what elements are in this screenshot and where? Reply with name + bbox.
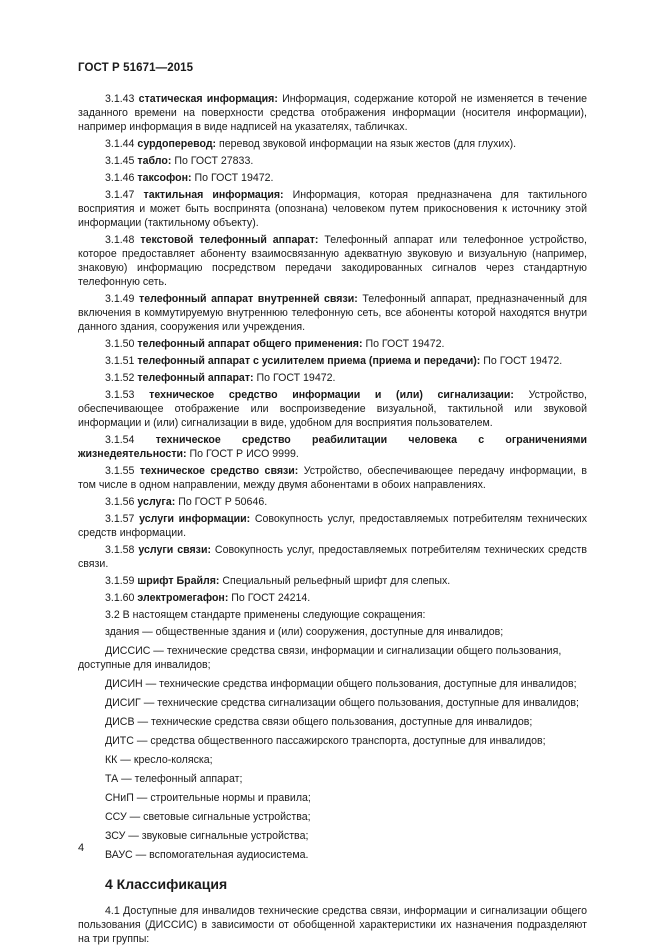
term-number: 3.1.53 bbox=[105, 389, 135, 401]
term-text: Устройство, обеспечивающее передачу информации, в том числе в одном направлении, между двумя абонентами в обоих направлениях. bbox=[78, 465, 587, 491]
term-number: 3.1.43 bbox=[105, 93, 135, 105]
term-text: По ГОСТ Р ИСО 9999. bbox=[189, 448, 299, 460]
term-definition bbox=[78, 495, 587, 509]
term-number: 3.1.48 bbox=[105, 234, 135, 246]
term-name: текстовой телефонный аппарат: bbox=[140, 234, 319, 246]
term-text: Специальный рельефный шрифт для слепых. bbox=[222, 575, 451, 587]
term-name: техническое средство информации и (или) сигнализации: bbox=[149, 389, 514, 401]
term-text: По ГОСТ 19472. bbox=[194, 172, 274, 184]
term-number: 3.1.54 bbox=[105, 434, 135, 446]
term-number: 3.1.56 bbox=[105, 496, 135, 508]
term-definition bbox=[78, 433, 587, 461]
abbreviation-item: ССУ — световые сигнальные устройства; bbox=[105, 811, 311, 823]
section-paragraph: 4.1 Доступные для инвалидов технические средства связи, информации и сигнализации общего пользования (ДИССИС) в зависимости от обобщенной характеристики их назначения подразделяют на три группы: bbox=[78, 905, 587, 945]
term-definition bbox=[78, 233, 587, 289]
term-number: 3.1.45 bbox=[105, 155, 135, 167]
abbreviation-item: здания — общественные здания и (или) сооружения, доступные для инвалидов; bbox=[105, 626, 504, 638]
term-text: перевод звуковой информации на язык жестов (для глухих). bbox=[219, 138, 517, 150]
term-definition bbox=[78, 171, 587, 185]
term-name: телефонный аппарат внутренней связи: bbox=[139, 293, 358, 305]
abbreviation-item: ТА — телефонный аппарат; bbox=[105, 773, 243, 785]
term-name: таксофон: bbox=[137, 172, 192, 184]
term-name: телефонный аппарат общего применения: bbox=[137, 338, 363, 350]
term-definition bbox=[78, 154, 587, 168]
term-text: По ГОСТ 19472. bbox=[256, 372, 336, 384]
term-text: Устройство, обеспечивающее отображение или воспроизведение визуальной, тактильной или звуковой информации и (или) сигнализации в виде, удобном для восприятия пользователем. bbox=[78, 389, 587, 429]
document-code-header: ГОСТ Р 51671—2015 bbox=[78, 62, 194, 74]
term-definition bbox=[78, 543, 587, 571]
term-text: По ГОСТ 24214. bbox=[231, 592, 311, 604]
term-name: техническое средство реабилитации человека с ограничениями жизнедеятельности: bbox=[78, 434, 587, 460]
abbreviation-item: СНиП — строительные нормы и правила; bbox=[105, 792, 311, 804]
term-name: техническое средство связи: bbox=[139, 465, 299, 477]
term-definition bbox=[78, 388, 587, 430]
term-name: услуги информации: bbox=[139, 513, 251, 525]
term-text: Телефонный аппарат или телефонное устройство, которое предоставляет абоненту взаимосвязанную адекватную звуковую и визуальную (например, знаковую) информацию посредством передачи закодированных сигналов через стандартную телефонную сеть. bbox=[78, 234, 587, 288]
term-number: 3.1.47 bbox=[105, 189, 135, 201]
term-definition bbox=[78, 512, 587, 540]
term-number: 3.1.58 bbox=[105, 544, 135, 556]
term-name: сурдоперевод: bbox=[137, 138, 217, 150]
term-number: 3.1.50 bbox=[105, 338, 135, 350]
term-number: 3.1.59 bbox=[105, 575, 135, 587]
term-number: 3.1.44 bbox=[105, 138, 135, 150]
abbreviation-item: ДИСВ — технические средства связи общего пользования, доступные для инвалидов; bbox=[105, 716, 533, 728]
section-heading: 4 Классификация bbox=[105, 876, 228, 892]
term-definition bbox=[78, 354, 587, 368]
term-name: шрифт Брайля: bbox=[137, 575, 220, 587]
term-name: тактильная информация: bbox=[143, 189, 284, 201]
term-number: 3.1.60 bbox=[105, 592, 135, 604]
term-definition bbox=[78, 137, 587, 151]
document-body bbox=[78, 92, 587, 946]
abbreviations-list bbox=[78, 625, 587, 862]
abbreviation-item: ДИСИГ — технические средства сигнализации общего пользования, доступные для инвалидов; bbox=[105, 697, 579, 709]
term-name: телефонный аппарат: bbox=[137, 372, 254, 384]
terms-list bbox=[78, 92, 587, 605]
term-text: По ГОСТ 19472. bbox=[365, 338, 445, 350]
term-text: Совокупность услуг, предоставляемых потребителям технических средств информации. bbox=[78, 513, 587, 539]
term-definition bbox=[78, 292, 587, 334]
term-definition bbox=[78, 188, 587, 230]
term-text: По ГОСТ 27833. bbox=[174, 155, 254, 167]
term-number: 3.1.55 bbox=[105, 465, 135, 477]
term-name: услуга: bbox=[137, 496, 176, 508]
term-name: электромегафон: bbox=[137, 592, 229, 604]
term-definition bbox=[78, 464, 587, 492]
term-name: табло: bbox=[137, 155, 172, 167]
term-text: По ГОСТ Р 50646. bbox=[178, 496, 268, 508]
term-number: 3.1.49 bbox=[105, 293, 135, 305]
term-text: Совокупность услуг, предоставляемых потребителям технических средств связи. bbox=[78, 544, 587, 570]
abbreviation-item: ВАУС — вспомогательная аудиосистема. bbox=[105, 849, 309, 861]
term-text: Телефонный аппарат, предназначенный для включения в коммутируемую внутреннюю телефонную сеть, все абоненты которой находятся внутри данного здания, сооружения или учреждения. bbox=[78, 293, 587, 333]
term-definition bbox=[78, 574, 587, 588]
term-text: Информация, содержание которой не изменяется в течение заданного времени на поверхности средства отображения информации (носителя информации), например информация в виде надписей на указателях, табличках. bbox=[78, 93, 588, 133]
term-definition bbox=[78, 371, 587, 385]
abbreviation-item: ЗСУ — звуковые сигнальные устройства; bbox=[105, 830, 309, 842]
term-definition bbox=[78, 92, 587, 134]
term-number: 3.1.52 bbox=[105, 372, 135, 384]
term-text: Информация, которая предназначена для тактильного восприятия и может быть воспринята (опознана) человеком путем прикосновения к источнику этой информации (тактильному объекту). bbox=[78, 189, 587, 229]
term-number: 3.1.46 bbox=[105, 172, 135, 184]
abbreviation-item: КК — кресло-коляска; bbox=[105, 754, 213, 766]
term-text: По ГОСТ 19472. bbox=[483, 355, 563, 367]
page-number: 4 bbox=[78, 842, 85, 854]
term-number: 3.1.51 bbox=[105, 355, 135, 367]
abbreviations-intro: 3.2 В настоящем стандарте применены следующие сокращения: bbox=[105, 609, 426, 621]
term-number: 3.1.57 bbox=[105, 513, 135, 525]
abbreviation-item: ДИССИС — технические средства связи, информации и сигнализации общего пользования, доступные для инвалидов; bbox=[78, 645, 562, 671]
term-definition bbox=[78, 591, 587, 605]
abbreviation-item: ДИТС — средства общественного пассажирского транспорта, доступные для инвалидов; bbox=[105, 735, 546, 747]
term-name: услуги связи: bbox=[138, 544, 211, 556]
term-definition bbox=[78, 337, 587, 351]
term-name: статическая информация: bbox=[138, 93, 278, 105]
abbreviation-item: ДИСИН — технические средства информации общего пользования, доступные для инвалидов; bbox=[105, 678, 577, 690]
term-name: телефонный аппарат с усилителем приема (приема и передачи): bbox=[137, 355, 481, 367]
